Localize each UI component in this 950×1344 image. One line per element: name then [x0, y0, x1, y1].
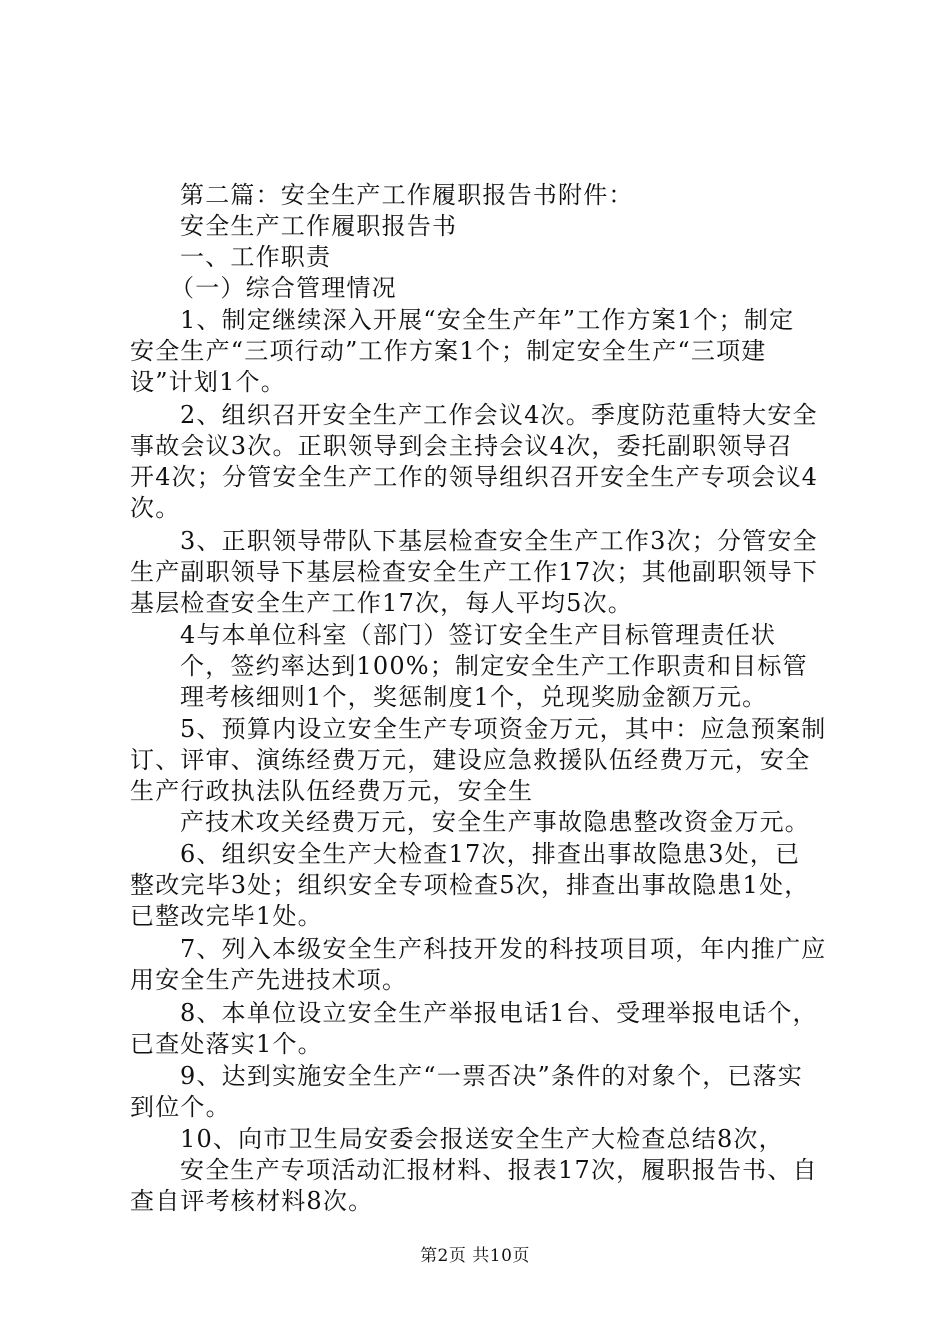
- paragraph-line: 到位个。: [130, 1093, 231, 1121]
- paragraph-line: 开4次；分管安全生产工作的领导组织召开安全生产专项会议4: [130, 463, 819, 491]
- paragraph-line: 10、向市卫生局安委会报送安全生产大检查总结8次，: [180, 1125, 784, 1153]
- paragraph-line: 基层检查安全生产工作17次，每人平均5次。: [130, 589, 634, 617]
- paragraph-line: 整改完毕3处；组织安全专项检查5次，排查出事故隐患1处，: [130, 871, 810, 899]
- paragraph-line: 生产副职领导下基层检查安全生产工作17次；其他副职领导下: [130, 558, 819, 586]
- paragraph-line: 安全生产专项活动汇报材料、报表17次，履职报告书、自: [180, 1156, 818, 1184]
- section-heading: 第二篇：安全生产工作履职报告书附件：: [180, 181, 634, 209]
- paragraph-line: 个，签约率达到100%；制定安全生产工作职责和目标管: [180, 652, 808, 680]
- paragraph-line: 2、组织召开安全生产工作会议4次。季度防范重特大安全: [180, 401, 818, 429]
- paragraph-line: 次。: [130, 494, 181, 522]
- paragraph-line: 已查处落实1个。: [130, 1030, 323, 1058]
- paragraph-line: 7、列入本级安全生产科技开发的科技项目项，年内推广应: [180, 935, 827, 963]
- paragraph-line: 安全生产“三项行动”工作方案1个；制定安全生产“三项建: [130, 337, 767, 365]
- subheading-management: （一）综合管理情况: [170, 274, 397, 302]
- paragraph-line: 6、组织安全生产大检查17次，排查出事故隐患3处，已: [180, 840, 801, 868]
- paragraph-line: 生产行政执法队伍经费万元，安全生: [130, 777, 534, 805]
- page-number-footer: 第2页 共10页: [420, 1246, 530, 1266]
- paragraph-line: 查自评考核材料8次。: [130, 1187, 374, 1215]
- paragraph-line: 产技术攻关经费万元，安全生产事故隐患整改资金万元。: [180, 808, 810, 836]
- paragraph-line: 已整改完毕1处。: [130, 902, 323, 930]
- paragraph-line: 事故会议3次。正职领导到会主持会议4次，委托副职领导召: [130, 432, 793, 460]
- paragraph-line: 1、制定继续深入开展“安全生产年”工作方案1个；制定: [180, 306, 795, 334]
- paragraph-line: 4与本单位科室（部门）签订安全生产目标管理责任状: [180, 621, 777, 649]
- paragraph-line: 订、评审、演练经费万元，建设应急救援队伍经费万元，安全: [130, 746, 811, 774]
- heading-work-duties: 一、工作职责: [180, 243, 332, 271]
- document-title: 安全生产工作履职报告书: [180, 212, 458, 240]
- paragraph-line: 理考核细则1个，奖惩制度1个，兑现奖励金额万元。: [180, 683, 768, 711]
- paragraph-line: 5、预算内设立安全生产专项资金万元，其中：应急预案制: [180, 715, 827, 743]
- paragraph-line: 设”计划1个。: [130, 368, 286, 396]
- paragraph-line: 3、正职领导带队下基层检查安全生产工作3次；分管安全: [180, 527, 818, 555]
- paragraph-line: 8、本单位设立安全生产举报电话1台、受理举报电话个，: [180, 999, 818, 1027]
- paragraph-line: 用安全生产先进技术项。: [130, 966, 408, 994]
- paragraph-line: 9、达到实施安全生产“一票否决”条件的对象个，已落实: [180, 1062, 804, 1090]
